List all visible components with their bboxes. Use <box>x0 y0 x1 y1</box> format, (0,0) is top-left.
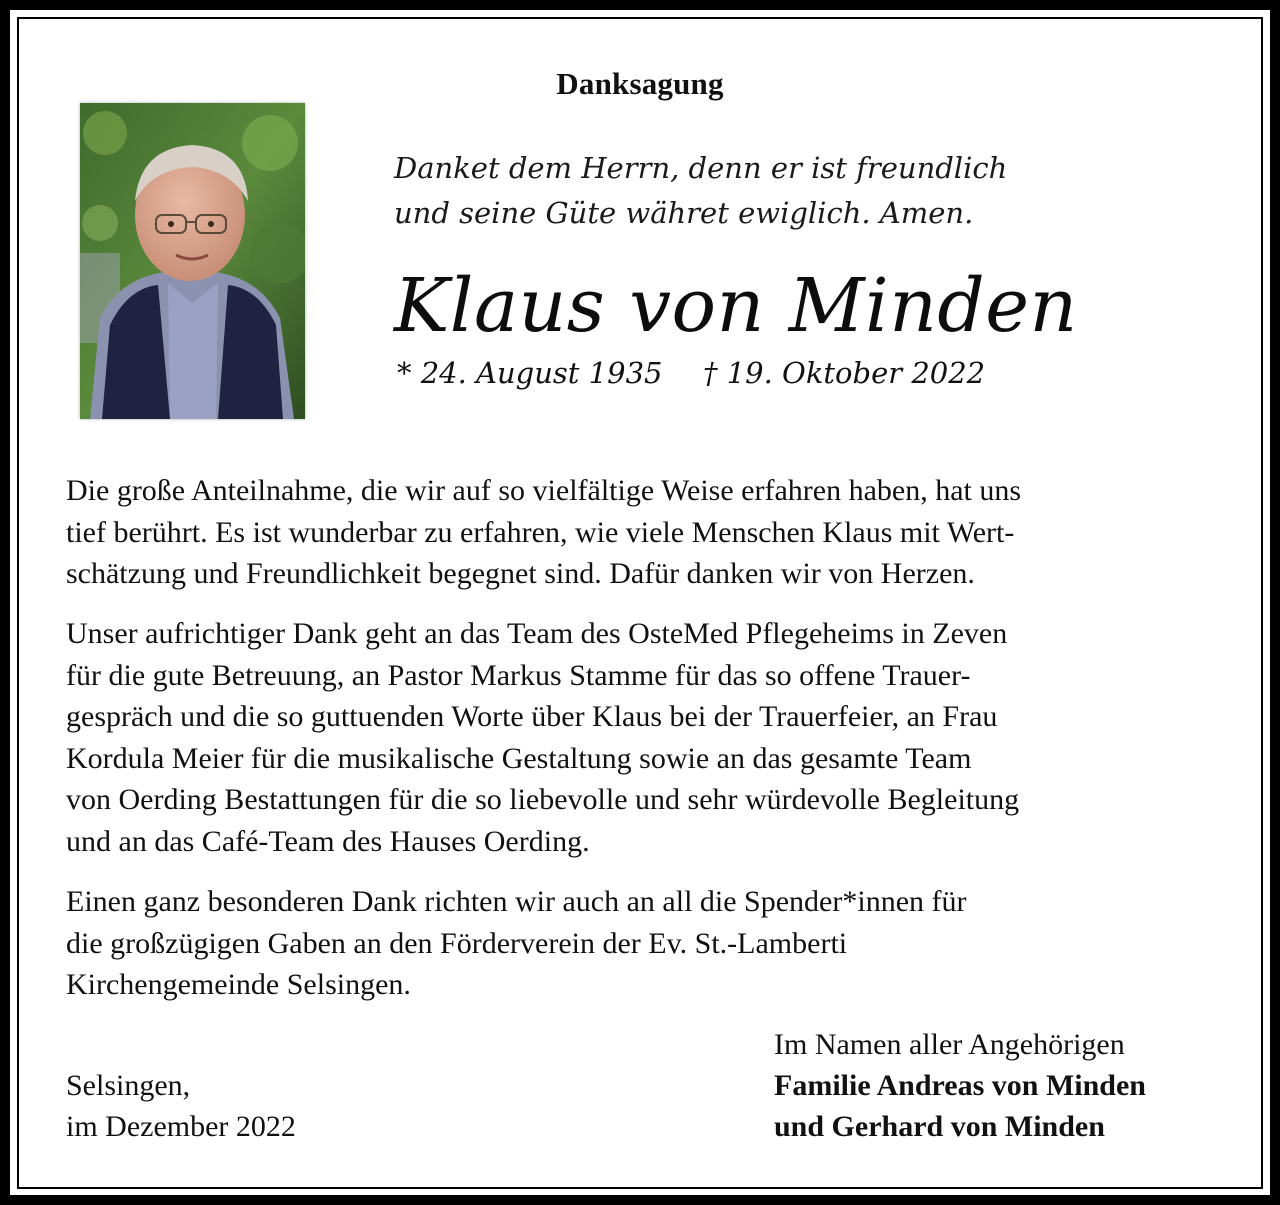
text-line: Einen ganz besonderen Dank richten wir auch an all die Spender*innen für <box>66 885 967 918</box>
date: im Dezember 2022 <box>66 1110 296 1143</box>
portrait-photo <box>80 103 305 419</box>
text-line: Kirchengemeinde Selsingen. <box>66 968 411 1001</box>
text-line: tief berührt. Es ist wunderbar zu erfahren, wie viele Menschen Klaus mit Wert- <box>66 515 1015 549</box>
place: Selsingen, <box>66 1069 191 1102</box>
text-line: und an das Café-Team des Hauses Oerding. <box>66 824 590 858</box>
paragraph-gratitude <box>66 613 1216 862</box>
bible-verse <box>394 146 1007 236</box>
verse-line-2: und seine Güte währet ewiglich. Amen. <box>394 196 974 230</box>
signature-intro: Im Namen aller Angehörigen <box>774 1028 1125 1061</box>
text-line: gespräch und die so guttuenden Worte über Klaus bei der Trauerfeier, an Frau <box>66 700 998 733</box>
text-line: Unser aufrichtiger Dank geht an das Team des OsteMed Pflegeheims in Zeven <box>66 617 1008 650</box>
verse-line-1: Danket dem Herrn, denn er ist freundlich <box>394 151 1008 185</box>
text-line: für die gute Betreuung, an Pastor Markus Stamme für das so offene Trauer- <box>66 658 971 692</box>
text-line: schätzung und Freundlichkeit begegnet sind. Dafür danken wir von Herzen. <box>66 557 975 590</box>
death-date: † 19. Oktober 2022 <box>703 356 986 390</box>
signature-family-2: und Gerhard von Minden <box>774 1110 1105 1143</box>
text-line: die großzügigen Gaben an den Förderverein der Ev. St.-Lamberti <box>66 926 848 960</box>
text-line: Kordula Meier für die musikalische Gestaltung sowie an das gesamte Team <box>66 741 972 775</box>
text-line: von Oerding Bestattungen für die so liebevolle und sehr würdevolle Begleitung <box>66 783 1020 816</box>
birth-date: * 24. August 1935 <box>397 356 663 390</box>
heading: Danksagung <box>556 66 724 101</box>
paragraph-donations <box>66 881 1216 1006</box>
text-line: Die große Anteilnahme, die wir auf so vielfältige Weise erfahren haben, hat uns <box>66 474 1022 507</box>
deceased-name: Klaus von Minden <box>394 263 1078 349</box>
signature-family-1: Familie Andreas von Minden <box>774 1069 1146 1102</box>
place-and-date <box>66 1065 296 1147</box>
paragraph-thanks <box>66 470 1216 595</box>
signature-block <box>774 1024 1146 1147</box>
